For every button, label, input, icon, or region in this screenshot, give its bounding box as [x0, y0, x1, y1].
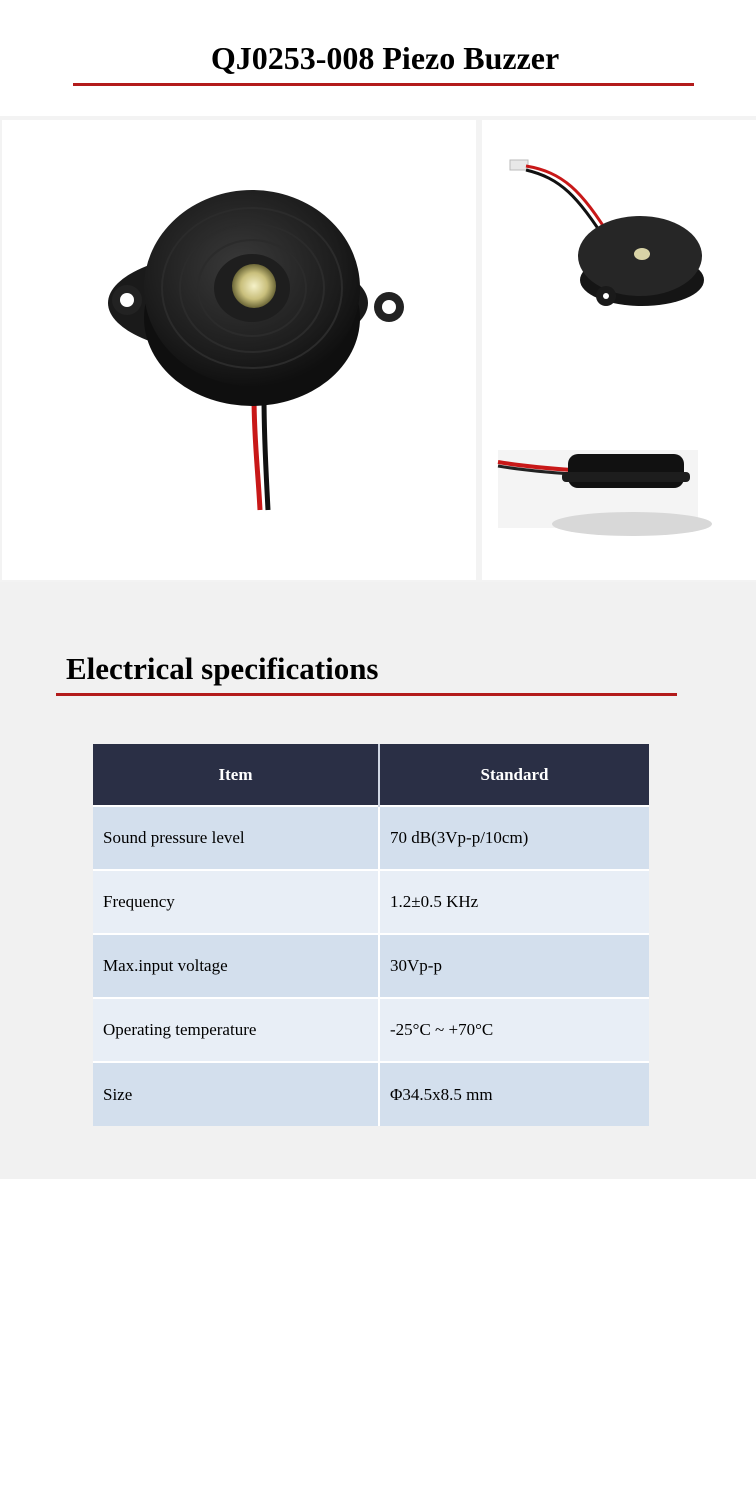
page-header: [0, 0, 756, 116]
spec-item-cell: Sound pressure level: [93, 806, 379, 870]
spec-value-cell: 1.2±0.5 KHz: [379, 870, 649, 934]
column-header-standard: Standard: [379, 744, 649, 806]
specs-heading: Electrical specifications: [66, 651, 379, 686]
column-header-item: Item: [93, 744, 379, 806]
spec-table: [93, 744, 649, 1126]
table-row: [93, 806, 649, 870]
spec-value-cell: -25°C ~ +70°C: [379, 998, 649, 1062]
product-photos: [0, 116, 756, 582]
table-header-row: [93, 744, 649, 806]
spec-value-cell: 70 dB(3Vp-p/10cm): [379, 806, 649, 870]
table-row: [93, 870, 649, 934]
table-row: [93, 1062, 649, 1126]
title-underline: [73, 83, 694, 86]
specs-underline: [56, 693, 677, 696]
specs-section: [0, 582, 756, 1179]
spec-item-cell: Size: [93, 1062, 379, 1126]
table-row: [93, 934, 649, 998]
spec-item-cell: Max.input voltage: [93, 934, 379, 998]
buzzer-angle-views-image: [482, 120, 756, 580]
page-title: QJ0253-008 Piezo Buzzer: [210, 40, 560, 76]
spec-value-cell: Φ34.5x8.5 mm: [379, 1062, 649, 1126]
spec-value-cell: 30Vp-p: [379, 934, 649, 998]
page-footer-space: [0, 1179, 756, 1512]
spec-item-cell: Frequency: [93, 870, 379, 934]
product-photo-side: [482, 120, 756, 580]
table-row: [93, 998, 649, 1062]
product-photo-main: [2, 120, 476, 580]
spec-item-cell: Operating temperature: [93, 998, 379, 1062]
buzzer-top-view-image: [2, 120, 476, 580]
